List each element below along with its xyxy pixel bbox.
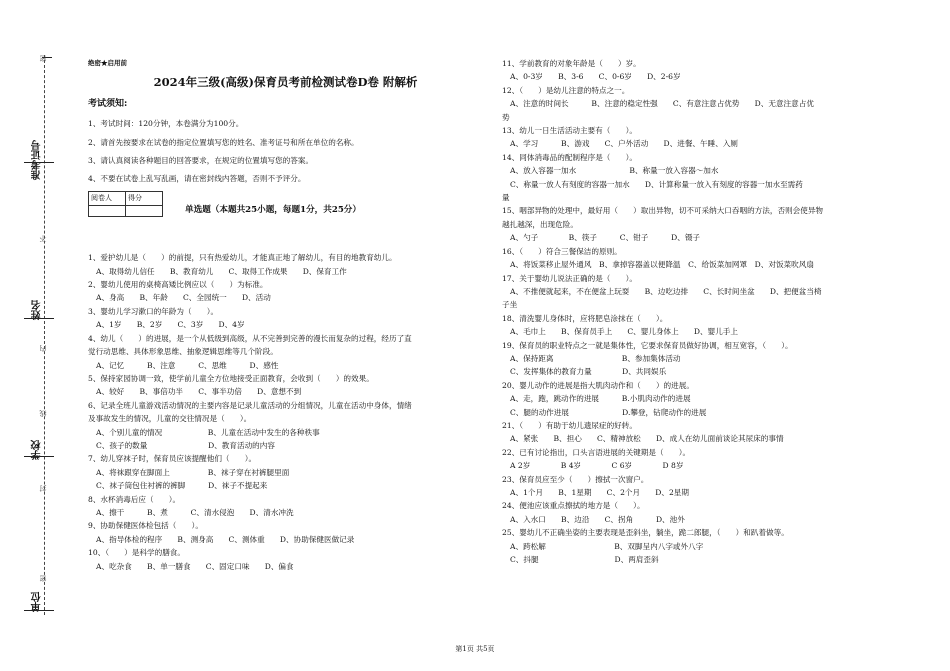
label-exam-number: 准考证号 [32, 140, 43, 180]
answer-options: A、紧张 B、担心 C、精神放松 D、成人在幼儿面前谈论其尿床的事情 [510, 434, 784, 444]
question-text: 20、婴儿动作的进展是指大肌肉动作和（ ）的进展。 [502, 380, 694, 390]
answer-options: A、取得幼儿信任 B、教育幼儿 C、取得工作成果 D、保育工作 [96, 266, 347, 276]
answer-options: A、吃杂食 B、单一膳食 C、固定口味 D、偏食 [96, 561, 294, 571]
reviewer-cell[interactable] [89, 206, 126, 217]
answer-options: A、入水口 B、边沿 C、拐角 D、池外 [510, 514, 685, 524]
binding-sidebar [0, 0, 60, 671]
school-blank[interactable] [24, 456, 54, 457]
left-column [88, 57, 483, 573]
answer-options: A、放入容器一加水 B、称量一放入容器～加水 [510, 166, 719, 176]
answer-options: A、学习 B、游戏 C、户外活动 D、进餐、午睡、入厕 [510, 139, 738, 149]
answer-options: A、跨松解 B、双脚呈内八字或外八字 [510, 541, 704, 551]
answer-options: C、孩子的数量 D、教育活动的内容 [96, 440, 275, 450]
notice-item: 4、不要在试卷上乱写乱画，请在密封线内答题，否则不予评分。 [88, 174, 306, 184]
unit-blank[interactable] [24, 610, 54, 611]
answer-options: A、走，跑，跳动作的进展 B.小肌肉动作的进展 [510, 394, 691, 404]
label-school: 学校 [32, 440, 43, 460]
answer-options: A、擦干 B、煮 C、清水侵泡 D、清水冲洗 [96, 507, 294, 517]
answer-options: A 2岁 B 4岁 C 6岁 D 8岁 [510, 461, 684, 471]
spacer [88, 225, 483, 251]
question-text: 15、咽部异物的处理中，最好用（ ）取出异物，切不可采纳大口吞咽的方法，否则会使异物 [502, 206, 824, 216]
answer-options: A、较好 B、事倍功半 C、事半功倍 D、意想不到 [96, 387, 302, 397]
question-text: 4、幼儿（ ）的进展，是一个从低级到高级，从不完善到完善的漫长而复杂的过程，经历了直 [88, 333, 412, 343]
seal-mark: 线 [39, 410, 47, 417]
answer-options: C、抖腿 D、两肩歪斜 [510, 555, 659, 565]
name-blank[interactable] [24, 318, 54, 319]
question-text: 6、记录全班儿童游戏活动情况的主要内容是记录儿童活动的分组情况，儿童在活动中身体，情绪 [88, 400, 412, 410]
question-text: 8、水杯消毒后应（ ）。 [88, 494, 181, 504]
question-text: 觉行动思维、具体形象思维、抽象逻辑思维等几个阶段。 [88, 347, 278, 357]
notice-item: 2、请首先按要求在试卷的指定位置填写您的姓名、准考证号和所在单位的名称。 [88, 137, 359, 147]
seal-mark: 密 [39, 55, 47, 62]
answer-options: C、发挥集体的教育力量 D、共同娱乐 [510, 367, 667, 377]
answer-options: A、将饭菜移止屋外通风 B、拿掉容器盖以便降温 C、给饭菜加网罩 D、对饭菜吹风扇 [510, 260, 814, 270]
answer-options: A、不推便就起来，不在便盆上玩耍 B、边吃边排 C、长时间坐盆 D、把便盆当椅 [510, 286, 822, 296]
exam-number-blank[interactable] [24, 162, 54, 163]
notice-item: 3、请认真阅读各种题目的回答要求，在规定的位置填写您的答案。 [88, 156, 314, 166]
question-text: 子坐 [502, 300, 518, 310]
score-cell[interactable] [126, 206, 163, 217]
score-table [88, 191, 163, 217]
question-text: 11、学前教育的对象年龄是（ ）岁。 [502, 59, 641, 68]
answer-options: A、记忆 B、注意 C、思维 D、感性 [96, 360, 279, 370]
question-text: 2、婴幼儿使用的桌椅高矮比例应以（ ）为标准。 [88, 280, 268, 290]
answer-options: A、勺子 B、筷子 C、钳子 D、镊子 [510, 233, 701, 243]
question-text: 22、已有讨论指出，口头言语进展的关键期是（ ）。 [502, 447, 691, 457]
score-header: 得分 [126, 191, 163, 205]
question-text: 14、同体消毒品的配制程序是（ ）。 [502, 152, 637, 162]
answer-options: A、保持距离 B、参加集体活动 [510, 353, 681, 363]
right-column [502, 57, 902, 566]
answer-options: C、袜子筒包住衬裤的裤脚 D、袜子不提起来 [96, 481, 268, 491]
question-text: 21、（ ）有助于幼儿遗尿症的好转。 [502, 420, 637, 430]
question-text: 量 [502, 193, 510, 203]
question-text: 16、（ ）符合三餐保洁的原则。 [502, 246, 622, 256]
label-unit: 单位 [32, 592, 43, 612]
question-text: 势 [502, 112, 510, 122]
answer-options: A、1岁 B、2岁 C、3岁 D、4岁 [96, 320, 245, 330]
answer-options: A、0-3岁 B、3-6 C、0-6岁 D、2-6岁 [510, 72, 681, 82]
question-text: 12、（ ）是幼儿注意的特点之一。 [502, 85, 630, 95]
answer-options: A、身高 B、年龄 C、全园统一 D、活动 [96, 293, 271, 303]
question-text: 17、关于婴幼儿说法正确的是（ ）。 [502, 273, 637, 283]
answer-options: A、注意的时间长 B、注意的稳定性强 C、有意注意占优势 D、无意注意占优 [510, 99, 814, 109]
answer-options: C、腿的动作进展 D.攀登，钻爬动作的进展 [510, 407, 707, 417]
answer-options: C、称量一放人有刻度的容器一加水 D、计算称量一放入有刻度的容器一加水至需药 [510, 179, 803, 189]
question-text: 9、协助保健医体检包括（ ）。 [88, 521, 203, 531]
seal-mark: 内 [39, 345, 47, 352]
question-text: 1、爱护幼儿是（ ）的前提，只有热爱幼儿，才能真正地了解幼儿，有目的地教育幼儿。 [88, 253, 397, 263]
question-text: 24、便池应该重点擦拭的地方是（ ）。 [502, 501, 645, 511]
question-text: 10、（ ）是科学的膳食。 [88, 548, 185, 558]
question-list-right [502, 57, 902, 566]
question-text: 7、幼儿穿袜子时，保育员应该提醒他们（ ）。 [88, 454, 257, 464]
seal-mark: 封 [39, 485, 47, 492]
secret-mark: 绝密★启用前 [88, 59, 127, 67]
question-text: 19、保育员的职业特点之一就是集体性，它要求保育员做好协调，相互宽容，（ ）。 [502, 340, 793, 350]
score-row [88, 191, 483, 217]
question-text: 18、清洗婴儿身体时，应将肥皂涂抹在（ ）。 [502, 313, 668, 323]
reviewer-header: 阅卷人 [89, 191, 126, 205]
answer-options: A、将袜跟穿在脚面上 B、袜子穿在衬裤腿里面 [96, 467, 290, 477]
answer-options: A、个别儿童的情况 B、儿童在活动中发生的各种秩事 [96, 427, 320, 437]
answer-options: A、1个月 B、1星期 C、2个月 D、2星期 [510, 488, 689, 497]
question-text: 越扎越深，出现危险。 [502, 219, 578, 229]
question-text: 13、幼儿一日生活活动主要有（ ）。 [502, 126, 637, 136]
question-text: 3、婴幼儿学习漱口的年龄为（ ）。 [88, 306, 219, 316]
question-text: 5、保持家园协调一致，使学前儿童全方位地接受正面教育，会收到（ ）的效果。 [88, 373, 374, 383]
label-name: 姓名 [32, 300, 43, 320]
question-text: 25、婴幼儿不正确坐姿的主要表现是歪斜坐，躺坐，跪二郎腿，（ ）和趴着做等。 [502, 528, 789, 538]
page-title: 2024年三级(高级)保育员考前检测试卷D卷 附解析 [153, 75, 418, 90]
question-text: 23、保育员应至少（ ）擦拭一次窗户。 [502, 474, 649, 484]
question-list-left [88, 251, 483, 573]
answer-options: A、毛巾上 B、保育员手上 C、婴儿身体上 D、婴儿手上 [510, 327, 738, 337]
seal-mark: 不 [39, 235, 47, 242]
page-number: 第1页 共5页 [455, 645, 495, 653]
answer-options: A、指导体检的程序 B、测身高 C、测体重 D、协助保健医做记录 [96, 534, 355, 544]
question-text: 及事故发生的情况，儿童的交往情况是（ ）。 [88, 414, 252, 424]
section-heading: 单选题（本题共25小题，每题1分，共25分） [185, 204, 361, 215]
seal-line [44, 55, 45, 615]
seal-mark: 密 [39, 575, 47, 582]
notice-item: 1、考试时间：120分钟，本卷满分为100分。 [88, 119, 244, 129]
notice-heading: 考试须知: [88, 98, 128, 109]
